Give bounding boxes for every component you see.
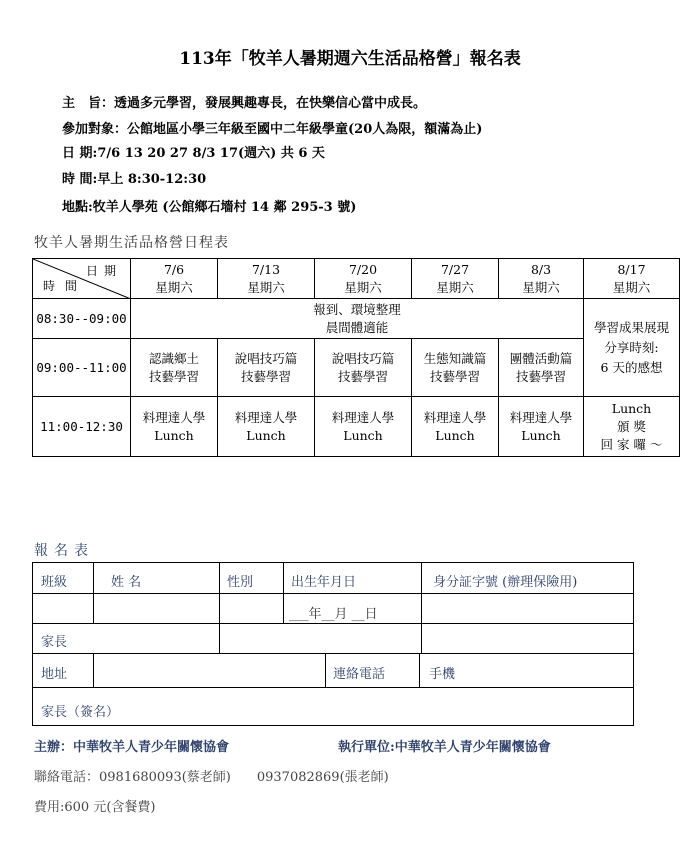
form-row-divider xyxy=(33,687,633,688)
executor-text: 執行單位:中華牧羊人青少年關懷協會 xyxy=(338,740,551,755)
dates-text: 日 期:7/6 13 20 27 8/3 17(週六) 共 6 天 xyxy=(62,146,325,161)
schedule-row-3 xyxy=(33,397,680,457)
date-cell: 7/6 星期六 xyxy=(131,259,218,299)
schedule-row-2 xyxy=(33,339,680,397)
form-col-divider xyxy=(419,653,420,687)
birth-label: 出生年月日 xyxy=(291,575,357,590)
lunch-cell: 料理達人學 Lunch xyxy=(499,397,584,457)
phone-label: 連絡電話 xyxy=(333,667,386,682)
activity-cell: 說唱技巧篇 技藝學習 xyxy=(218,339,315,397)
class-label: 班級 xyxy=(41,575,68,590)
organizer-text: 主辦：中華牧羊人青少年關懷協會 xyxy=(34,740,230,755)
lunch-cell: 料理達人學 Lunch xyxy=(218,397,315,457)
time-cell: 08:30--09:00 xyxy=(33,299,131,339)
schedule-table xyxy=(32,258,680,457)
name-label: 姓 名 xyxy=(111,575,142,590)
corner-day-label: 日期 xyxy=(85,264,122,278)
form-col-divider xyxy=(325,653,326,687)
schedule-header-row xyxy=(33,259,680,299)
time-text: 時 間:早上 8:30-12:30 xyxy=(62,172,207,187)
gender-label: 性別 xyxy=(227,575,254,590)
date-cell: 7/20 星期六 xyxy=(315,259,412,299)
form-row-divider xyxy=(33,653,633,654)
corner-cell xyxy=(33,259,131,299)
schedule-caption: 牧羊人暑期生活品格營日程表 xyxy=(34,235,229,251)
time-cell: 11:00-12:30 xyxy=(33,397,131,457)
fee-text: 費用:600 元(含餐費) xyxy=(34,800,156,815)
page-title: 113年「牧羊人暑期週六生活品格營」報名表 xyxy=(179,49,521,69)
mobile-label: 手機 xyxy=(429,667,456,682)
activity-cell: 生態知識篇 技藝學習 xyxy=(412,339,499,397)
form-row-divider xyxy=(33,593,633,594)
date-cell: 7/13 星期六 xyxy=(218,259,315,299)
merged-activity-cell: 報到、環境整理 晨間體適能 xyxy=(131,299,584,339)
form-col-divider xyxy=(93,563,94,623)
form-col-divider xyxy=(421,563,422,653)
lunch-cell: 料理達人學 Lunch xyxy=(131,397,218,457)
corner-time-label: 時間 xyxy=(43,279,88,293)
registration-form xyxy=(32,562,634,726)
form-col-divider xyxy=(219,563,220,653)
target-text: 參加對象：公館地區小學三年級至國中二年級學童(20人為限，額滿為止) xyxy=(62,122,483,137)
address-label: 地址 xyxy=(41,667,68,682)
id-label: 身分証字號 (辦理保險用) xyxy=(433,575,578,590)
signature-label: 家長（簽名） xyxy=(41,705,120,720)
activity-cell: 認識鄉土 技藝學習 xyxy=(131,339,218,397)
date-cell: 7/27 星期六 xyxy=(412,259,499,299)
schedule-row-1 xyxy=(33,299,680,339)
registration-caption: 報名表 xyxy=(34,543,94,559)
form-col-divider xyxy=(93,653,94,687)
place-text: 地點:牧羊人學苑 (公館鄉石墻村 14 鄰 295-3 號) xyxy=(62,200,357,215)
date-cell: 8/3 星期六 xyxy=(499,259,584,299)
date-cell: 8/17 星期六 xyxy=(584,259,680,299)
purpose-text: 主 旨：透過多元學習，發展興趣專長，在快樂信心當中成長。 xyxy=(62,96,427,111)
form-row-divider xyxy=(33,623,633,624)
lunch-cell: 料理達人學 Lunch xyxy=(315,397,412,457)
contact-text: 聯絡電話：0981680093(蔡老師) 0937082869(張老師) xyxy=(34,770,389,785)
final-lunch-cell: Lunch 頒 獎 回 家 囉 ～ xyxy=(584,397,680,457)
birth-blank: ___年__月 __日 xyxy=(289,607,378,622)
activity-cell: 團體活動篇 技藝學習 xyxy=(499,339,584,397)
lunch-cell: 料理達人學 Lunch xyxy=(412,397,499,457)
activity-cell: 說唱技巧篇 技藝學習 xyxy=(315,339,412,397)
time-cell: 09:00--11:00 xyxy=(33,339,131,397)
form-col-divider xyxy=(283,563,284,623)
parent-label: 家長 xyxy=(41,635,68,650)
final-day-activity-cell: 學習成果展現 分享時刻: 6 天的感想 xyxy=(584,299,680,397)
